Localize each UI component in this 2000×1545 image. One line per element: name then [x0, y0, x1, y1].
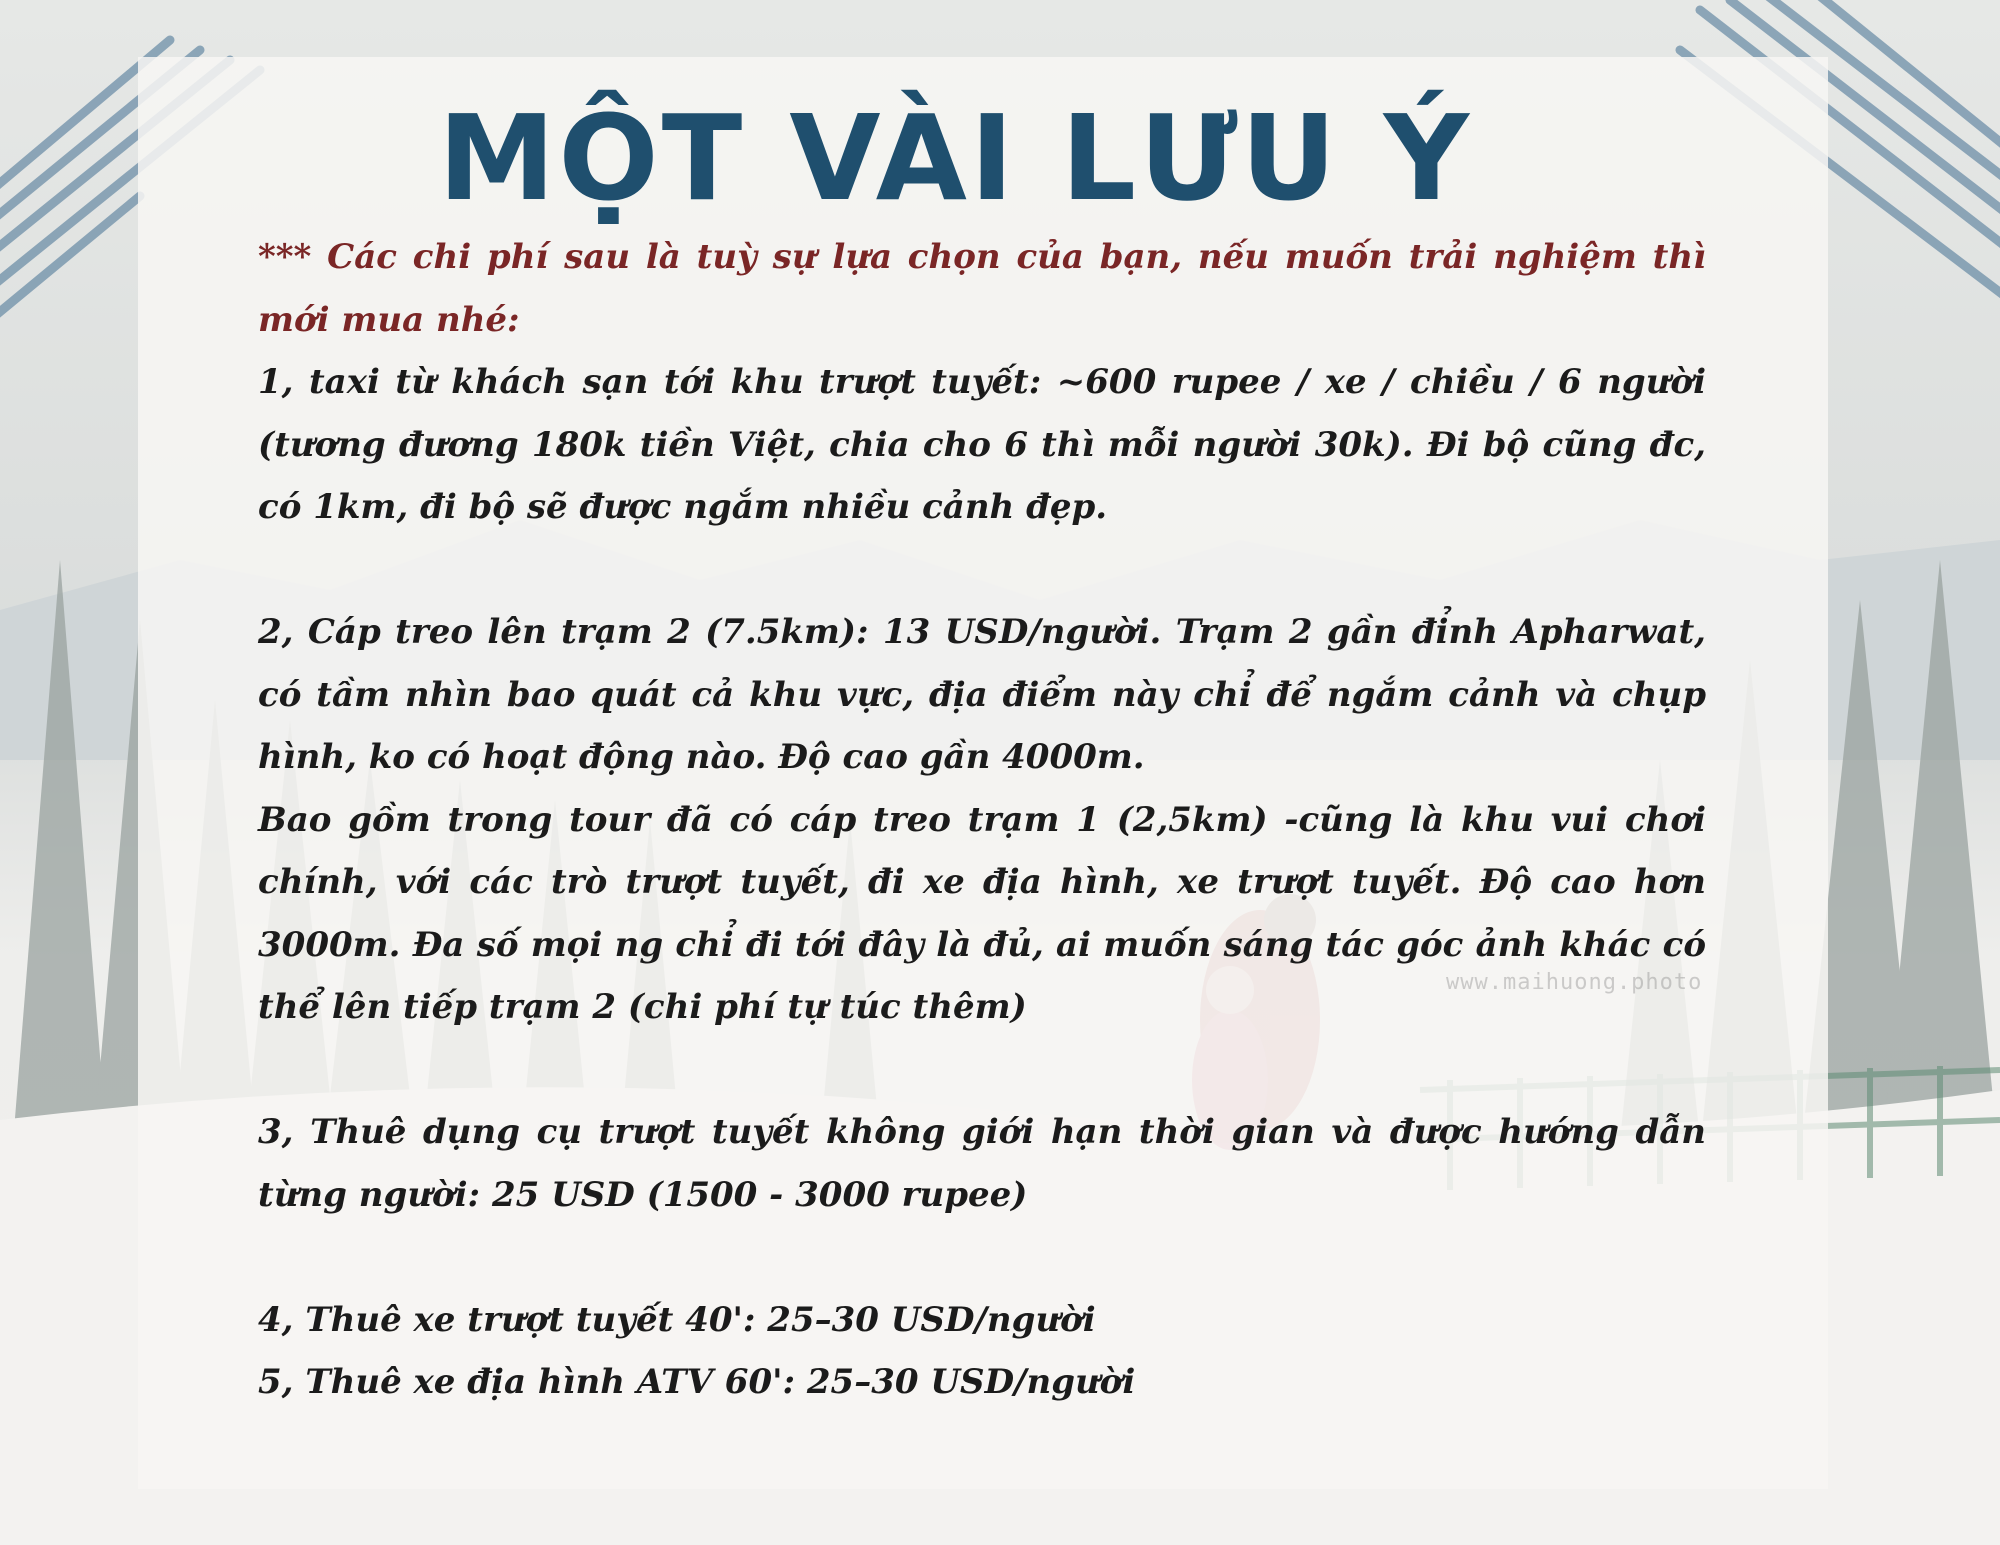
- item-ski-rental: 3, Thuê dụng cụ trượt tuyết không giới hạn thời gian và được hướng dẫn từng người: 25 USD (1500 - 3000 rupee): [258, 1112, 1706, 1215]
- optional-costs-note: *** Các chi phí sau là tuỳ sự lựa chọn của bạn, nếu muốn trải nghiệm thì mới mua nhé:: [258, 237, 1706, 340]
- item-cable-car-details: Bao gồm trong tour đã có cáp treo trạm 1 (2,5km) -cũng là khu vui chơi chính, với các trò trượt tuyết, đi xe địa hình, xe trượt tuyết. Độ cao hơn 3000m. Đa số mọi ng chỉ đi tới đây là đủ, ai muốn sáng tác góc ảnh khác có thể lên tiếp trạm 2 (chi phí tự túc thêm): [258, 799, 1706, 1027]
- item-taxi: 1, taxi từ khách sạn tới khu trượt tuyết: ~600 rupee / xe / chiều / 6 người (tương đương 180k tiền Việt, chia cho 6 thì mỗi người 30k). Đi bộ cũng đc, có 1km, đi bộ sẽ được ngắm nhiều cảnh đẹp.: [258, 362, 1706, 527]
- photo-watermark: www.maihuong.photo: [1446, 970, 1703, 995]
- notes-body: [258, 226, 1706, 1414]
- item-sled-rental: 4, Thuê xe trượt tuyết 40': 25–30 USD/người: [258, 1299, 1096, 1340]
- spacer: [258, 539, 1706, 602]
- spacer: [258, 1039, 1706, 1102]
- item-cable-car: 2, Cáp treo lên trạm 2 (7.5km): 13 USD/người. Trạm 2 gần đỉnh Apharwat, có tầm nhìn bao quát cả khu vực, địa điểm này chỉ để ngắm cảnh và chụp hình, ko có hoạt động nào. Độ cao gần 4000m.: [258, 612, 1706, 777]
- item-atv-rental: 5, Thuê xe địa hình ATV 60': 25–30 USD/người: [258, 1362, 1136, 1402]
- page-title: MỘT VÀI LƯU Ý: [437, 89, 1473, 227]
- spacer: [258, 1226, 1706, 1289]
